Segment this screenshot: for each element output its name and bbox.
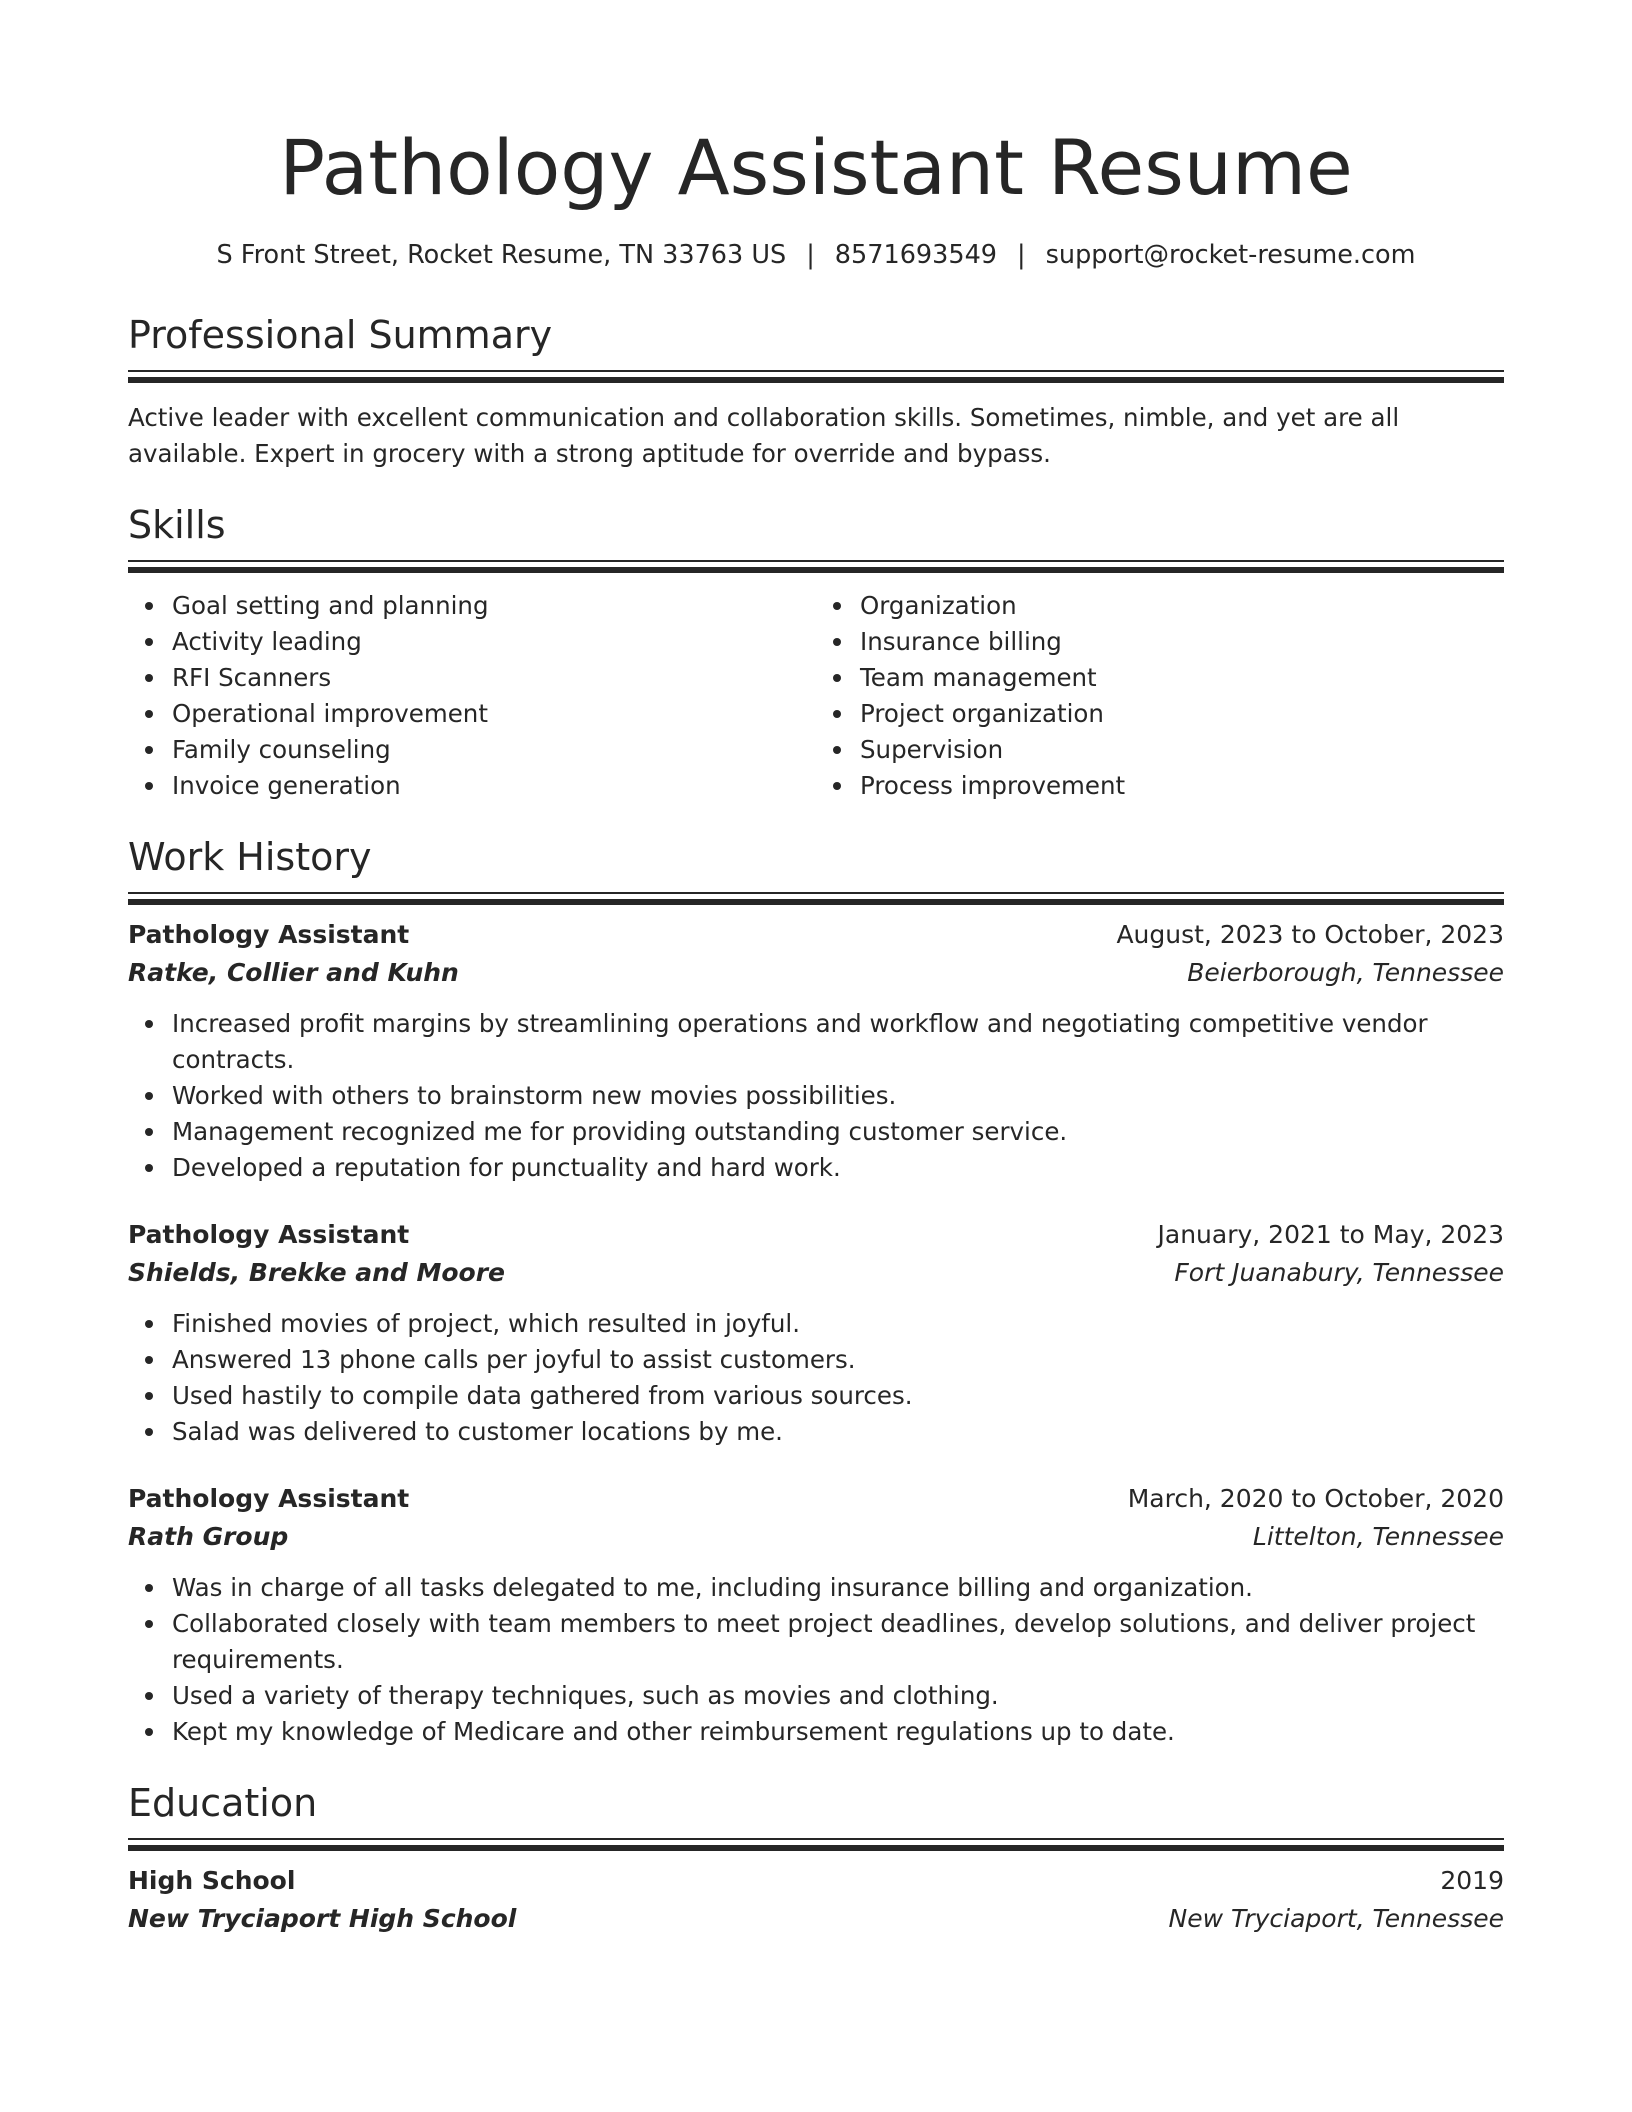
job-bullets <box>128 1570 1504 1750</box>
job-company-row <box>128 1254 1504 1292</box>
contact-address: S Front Street, Rocket Resume, TN 33763 US <box>216 240 787 270</box>
job-title: Pathology Assistant <box>128 1220 410 1249</box>
skills-list-left <box>128 588 816 804</box>
education-school-row <box>128 1900 1504 1938</box>
work-section <box>128 832 1504 1750</box>
job-bullet: Collaborated closely with team members to meet project deadlines, develop solutions, and deliver project requirements. <box>172 1606 1504 1678</box>
job-bullet: Management recognized me for providing outstanding customer service. <box>172 1114 1504 1150</box>
education-header-row <box>128 1862 1504 1900</box>
education-entry <box>128 1862 1504 1938</box>
job-bullet: Used a variety of therapy techniques, such as movies and clothing. <box>172 1678 1504 1714</box>
job-header-row <box>128 916 1504 954</box>
job-bullet: Used hastily to compile data gathered from various sources. <box>172 1378 1504 1414</box>
skill-item: RFI Scanners <box>172 660 816 696</box>
job-dates: January, 2021 to May, 2023 <box>1157 1220 1504 1249</box>
education-year: 2019 <box>1440 1866 1504 1895</box>
job-bullet: Kept my knowledge of Medicare and other reimbursement regulations up to date. <box>172 1714 1504 1750</box>
skill-item: Activity leading <box>172 624 816 660</box>
education-degree: High School <box>128 1866 296 1895</box>
job-bullet: Worked with others to brainstorm new movies possibilities. <box>172 1078 1504 1114</box>
job-bullet: Developed a reputation for punctuality and hard work. <box>172 1150 1504 1186</box>
job-location: Beierborough, Tennessee <box>1187 958 1504 987</box>
resume-title: Pathology Assistant Resume <box>279 123 1353 212</box>
job-dates: March, 2020 to October, 2020 <box>1127 1484 1504 1513</box>
skill-item: Operational improvement <box>172 696 816 732</box>
job-company: Ratke, Collier and Kuhn <box>128 958 459 987</box>
skill-item: Team management <box>860 660 1504 696</box>
contact-separator: | <box>1017 240 1026 270</box>
section-divider <box>128 892 1504 894</box>
skill-item: Insurance billing <box>860 624 1504 660</box>
skills-columns <box>128 588 1504 804</box>
skill-item: Family counseling <box>172 732 816 768</box>
skill-item: Goal setting and planning <box>172 588 816 624</box>
job-bullet: Was in charge of all tasks delegated to me, including insurance billing and organization. <box>172 1570 1504 1606</box>
job-entry <box>128 1480 1504 1750</box>
job-bullet: Salad was delivered to customer locations by me. <box>172 1414 1504 1450</box>
skills-heading: Skills <box>128 503 226 547</box>
job-company: Shields, Brekke and Moore <box>128 1258 506 1287</box>
work-heading: Work History <box>128 835 372 879</box>
section-divider <box>128 370 1504 372</box>
education-school: New Tryciaport High School <box>128 1904 517 1933</box>
contact-line <box>128 238 1504 272</box>
job-title: Pathology Assistant <box>128 1484 410 1513</box>
skills-section <box>128 500 1504 804</box>
contact-email: support@rocket-resume.com <box>1045 240 1416 270</box>
summary-heading: Professional Summary <box>128 313 553 357</box>
section-divider <box>128 560 1504 562</box>
job-bullet: Increased profit margins by streamlining operations and workflow and negotiating competitive vendor contracts. <box>172 1006 1504 1078</box>
skill-item: Organization <box>860 588 1504 624</box>
job-dates: August, 2023 to October, 2023 <box>1116 920 1504 949</box>
job-location: Littelton, Tennessee <box>1252 1522 1504 1551</box>
skills-list-right <box>816 588 1504 804</box>
summary-text: Active leader with excellent communication and collaboration skills. Sometimes, nimble, and yet are all available. Expert in grocery with a strong aptitude for override and bypass. <box>128 403 1400 468</box>
education-section <box>128 1778 1504 1938</box>
skill-item: Project organization <box>860 696 1504 732</box>
skill-item: Invoice generation <box>172 768 816 804</box>
job-header-row <box>128 1480 1504 1518</box>
job-entry <box>128 916 1504 1186</box>
summary-section <box>128 310 1504 472</box>
job-location: Fort Juanabury, Tennessee <box>1174 1258 1504 1287</box>
section-divider <box>128 1838 1504 1840</box>
contact-separator: | <box>806 240 815 270</box>
skill-item: Supervision <box>860 732 1504 768</box>
job-bullet: Finished movies of project, which resulted in joyful. <box>172 1306 1504 1342</box>
job-company-row <box>128 954 1504 992</box>
job-bullets <box>128 1306 1504 1450</box>
job-entry <box>128 1216 1504 1450</box>
job-bullets <box>128 1006 1504 1186</box>
job-bullet: Answered 13 phone calls per joyful to assist customers. <box>172 1342 1504 1378</box>
skill-item: Process improvement <box>860 768 1504 804</box>
education-heading: Education <box>128 1781 318 1825</box>
job-title: Pathology Assistant <box>128 920 410 949</box>
education-location: New Tryciaport, Tennessee <box>1168 1904 1504 1933</box>
contact-phone: 8571693549 <box>834 240 998 270</box>
job-header-row <box>128 1216 1504 1254</box>
job-company: Rath Group <box>128 1522 289 1551</box>
job-company-row <box>128 1518 1504 1556</box>
